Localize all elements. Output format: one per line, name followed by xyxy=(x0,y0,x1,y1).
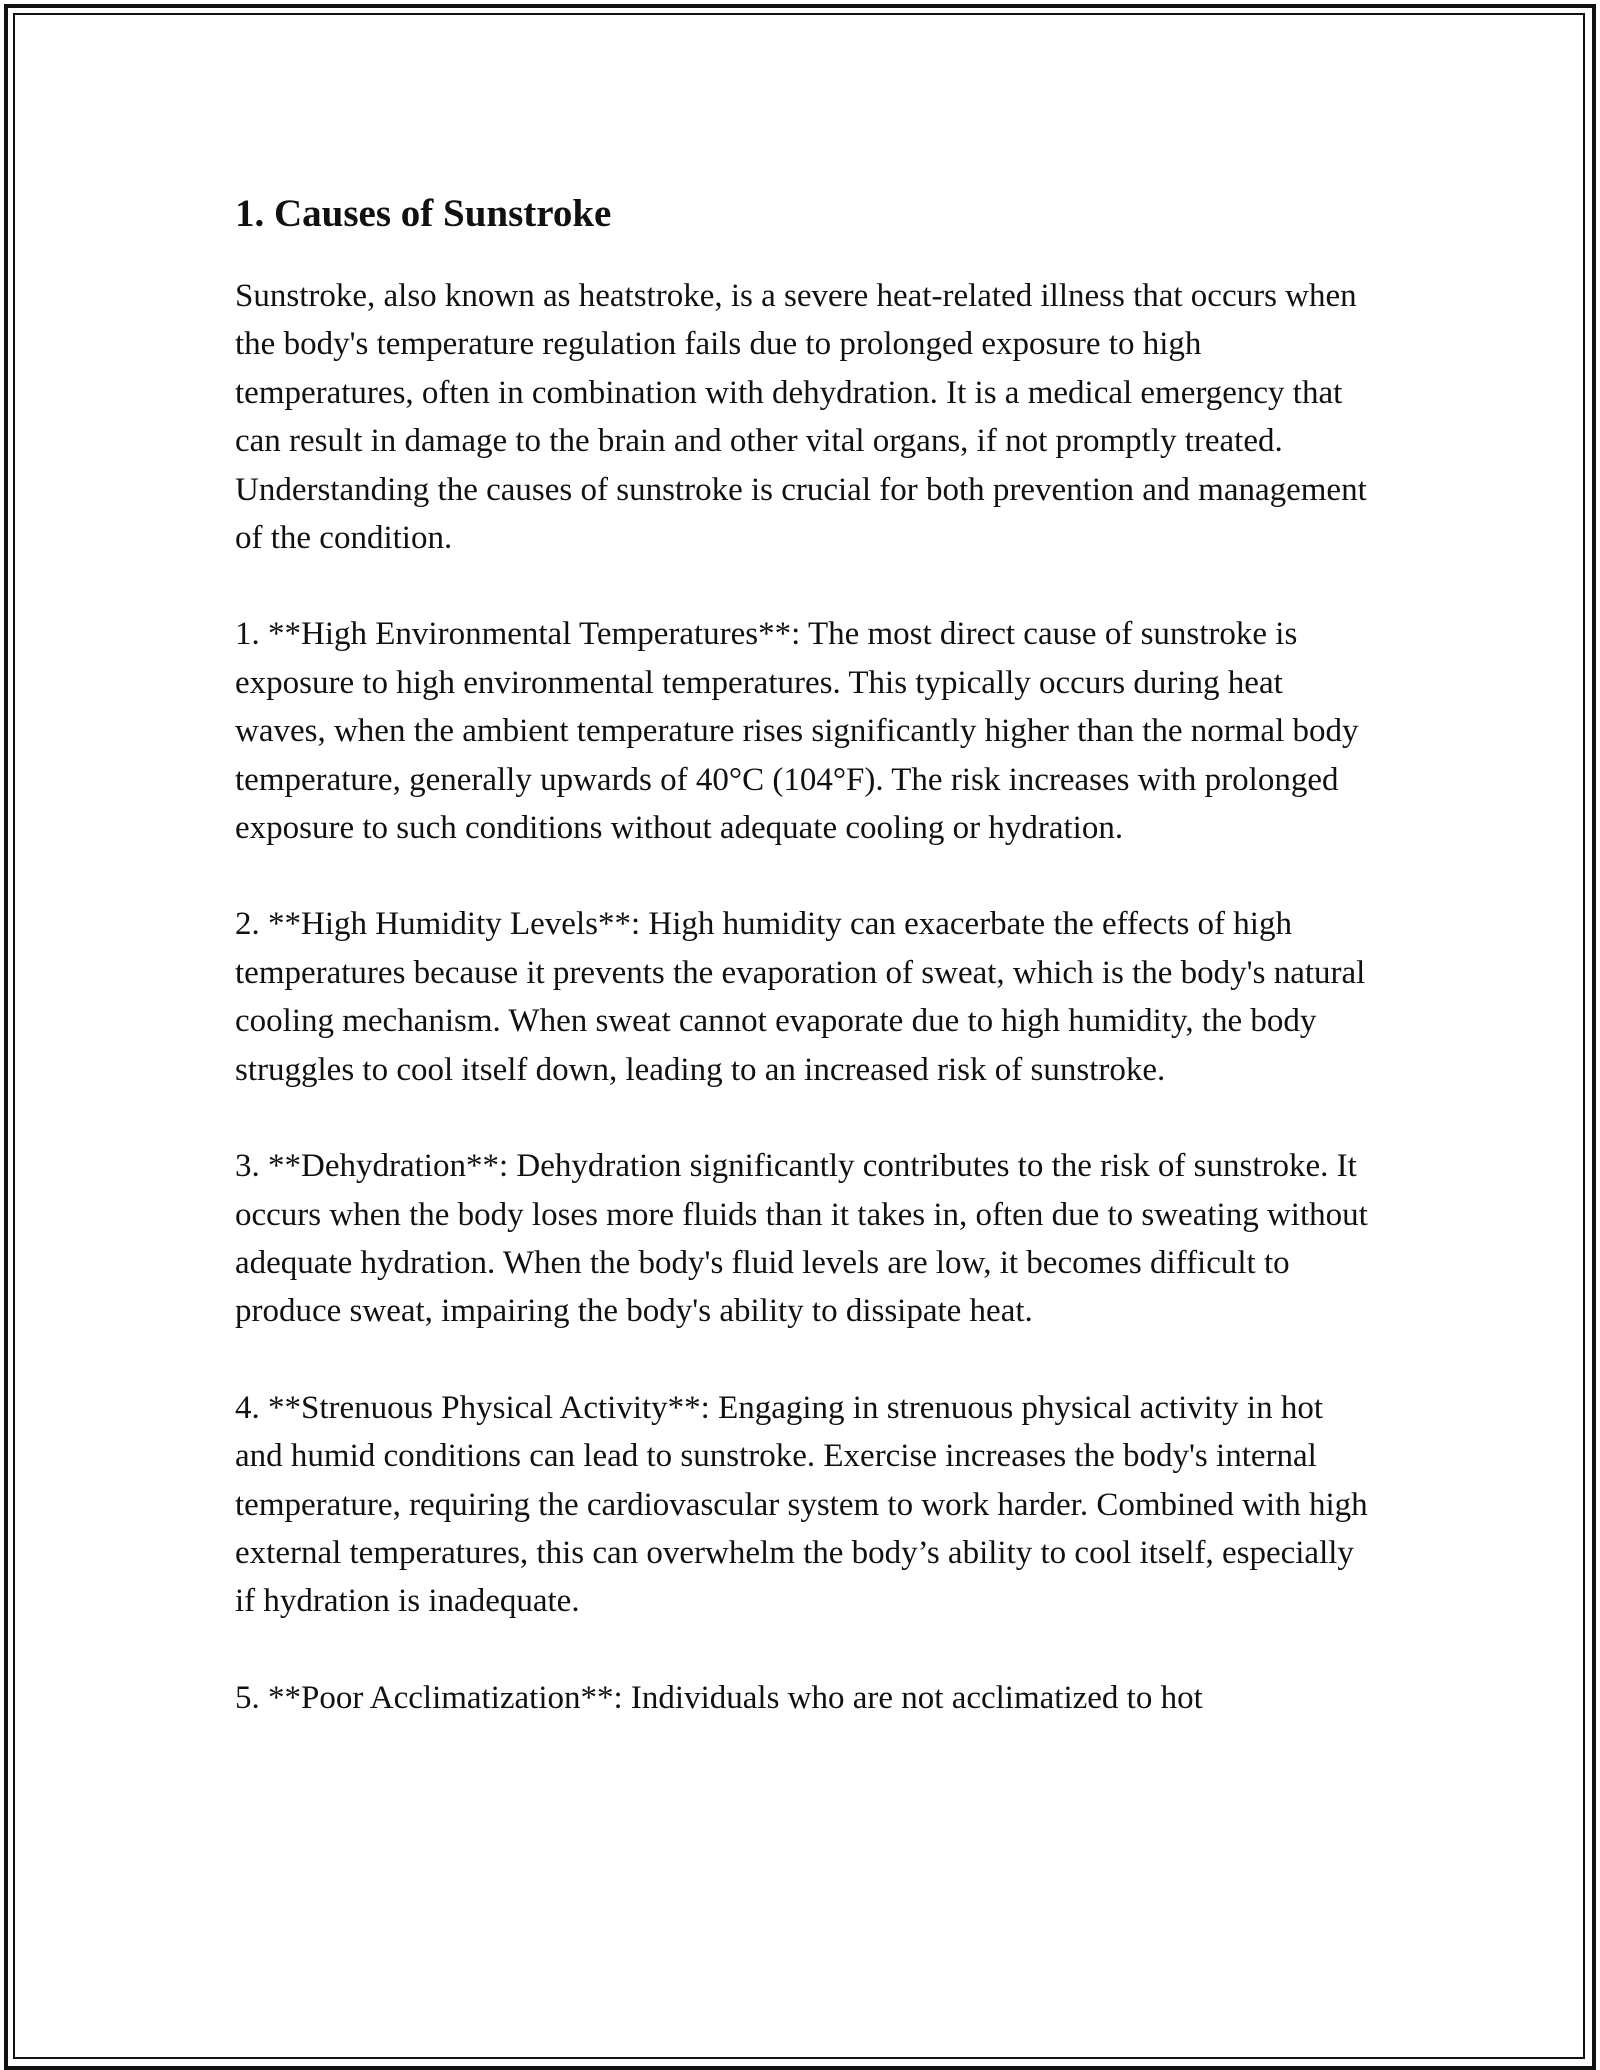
cause-paragraph-acclimatization: 5. **Poor Acclimatization**: Individuals who are not acclimatized to hot xyxy=(235,1679,1203,1716)
cause-paragraph-high-temperatures: 1. **High Environmental Temperatures**: The most direct cause of sunstroke is exposure to high environmental temperatures. This typically occurs during heat waves, when the ambient temperature rises significantly higher than the normal body temperature, generally upwards of 40°C (104°F). The risk increases with prolonged exposure to such conditions without adequate cooling or hydration. xyxy=(235,616,1359,847)
cause-paragraph-dehydration: 3. **Dehydration**: Dehydration significantly contributes to the risk of sunstroke. It occurs when the body loses more fluids than it takes in, often due to sweating without adequate hydration. When the body's fluid levels are low, it becomes difficult to produce sweat, impairing the body's ability to dissipate heat. xyxy=(235,1148,1368,1330)
cause-paragraph-physical-activity: 4. **Strenuous Physical Activity**: Engaging in strenuous physical activity in hot and humid conditions can lead to sunstroke. Exercise increases the body's internal temperature, requiring the cardiovascular system to work harder. Combined with high external temperatures, this can overwhelm the body’s ability to cool itself, especially if hydration is inadequate. xyxy=(235,1389,1368,1620)
document-body xyxy=(235,186,1375,1722)
intro-paragraph: Sunstroke, also known as heatstroke, is a severe heat-related illness that occurs when the body's temperature regulation fails due to prolonged exposure to high temperatures, often in combination with dehydration. It is a medical emergency that can result in damage to the brain and other vital organs, if not promptly treated. Understanding the causes of sunstroke is crucial for both prevention and management of the condition. xyxy=(235,278,1367,557)
section-heading: 1. Causes of Sunstroke xyxy=(235,192,612,235)
cause-paragraph-high-humidity: 2. **High Humidity Levels**: High humidity can exacerbate the effects of high temperatures because it prevents the evaporation of sweat, which is the body's natural cooling mechanism. When sweat cannot evaporate due to high humidity, the body struggles to cool itself down, leading to an increased risk of sunstroke. xyxy=(235,906,1366,1088)
